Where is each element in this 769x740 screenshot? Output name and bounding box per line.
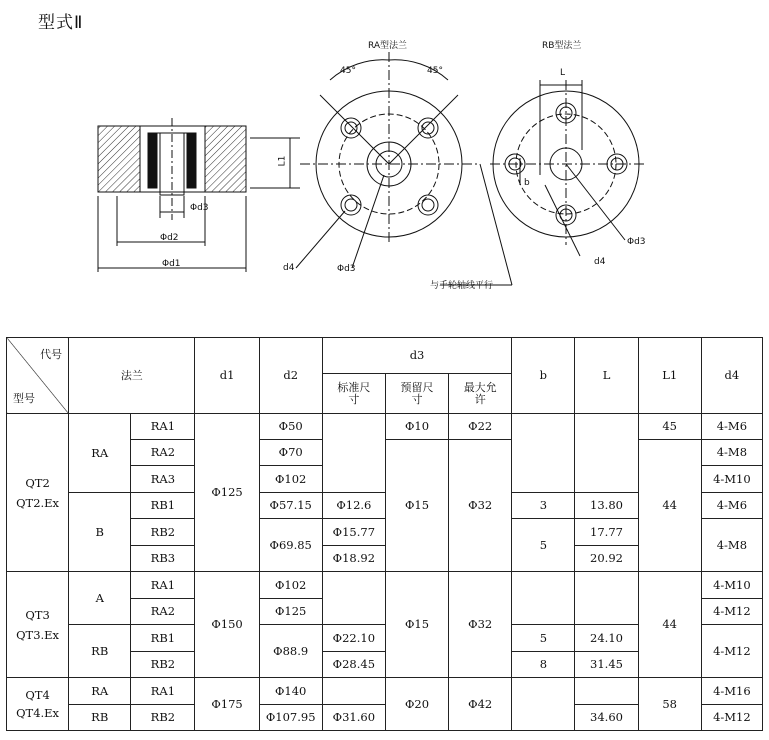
d4-cell: 4-M8 — [701, 519, 762, 572]
b-cell: 5 — [512, 625, 575, 652]
flange-code-cell: RA1 — [131, 572, 195, 599]
flange-code-cell: RB1 — [131, 493, 195, 519]
d1-cell: Φ150 — [195, 572, 259, 678]
dim-d1-side-label: Φd1 — [162, 259, 181, 269]
d4-cell: 4-M10 — [701, 466, 762, 493]
d3-reserved-cell: Φ20 — [385, 678, 448, 731]
d3-std-cell: Φ31.60 — [322, 705, 385, 731]
d4-cell: 4-M8 — [701, 440, 762, 466]
header-d3-std: 标准尺寸 — [322, 374, 385, 414]
dim-l1-label: L1 — [277, 155, 288, 167]
model-line1: QT4 — [25, 688, 50, 702]
ra-d4-label: d4 — [283, 263, 295, 273]
d3-max-cell: Φ32 — [449, 440, 512, 572]
ra-flange-view — [296, 52, 480, 268]
rb-b-label: b — [524, 178, 530, 188]
d3-std-cell — [322, 414, 385, 493]
header-d1: d1 — [195, 338, 259, 414]
L-cell: 24.10 — [575, 625, 638, 652]
header-d3-max: 最大允许 — [449, 374, 512, 414]
header-d2: d2 — [259, 338, 322, 414]
flange-type-cell: RB — [69, 705, 131, 731]
model-cell — [7, 572, 69, 678]
b-cell: 5 — [512, 519, 575, 572]
d1-cell: Φ125 — [195, 414, 259, 572]
b-cell: 8 — [512, 652, 575, 678]
d3-std-cell: Φ18.92 — [322, 546, 385, 572]
header-code: 代号 — [40, 348, 63, 361]
d2-cell: Φ102 — [259, 572, 322, 599]
header-model: 型号 — [13, 392, 35, 405]
d3-std-cell: Φ12.6 — [322, 493, 385, 519]
d2-cell: Φ50 — [259, 414, 322, 440]
d2-cell: Φ140 — [259, 678, 322, 705]
L-cell — [575, 572, 638, 625]
parallel-note: 与手轮轴线平行 — [430, 281, 494, 291]
flange-type-cell: RB — [69, 625, 131, 678]
flange-type-cell: B — [69, 493, 131, 572]
model-cell — [7, 678, 69, 731]
ra-flange-title: RA型法兰 — [368, 41, 408, 51]
dim-d2-side-label: Φd2 — [160, 233, 179, 243]
d3-std-cell — [322, 678, 385, 705]
L1-cell: 45 — [638, 414, 701, 440]
flange-type-cell: RA — [69, 678, 131, 705]
flange-code-cell: RA3 — [131, 466, 195, 493]
d4-cell: 4-M6 — [701, 414, 762, 440]
angle-right-label: 45° — [427, 66, 443, 76]
d2-cell: Φ70 — [259, 440, 322, 466]
b-cell — [512, 414, 575, 493]
d2-cell: Φ57.15 — [259, 493, 322, 519]
d2-cell: Φ102 — [259, 466, 322, 493]
model-cell — [7, 414, 69, 572]
L1-cell: 44 — [638, 572, 701, 678]
L1-cell: 44 — [638, 440, 701, 572]
flange-code-cell: RB2 — [131, 652, 195, 678]
header-d4: d4 — [701, 338, 762, 414]
L-cell — [575, 678, 638, 705]
flange-code-cell: RB2 — [131, 519, 195, 546]
d2-cell: Φ107.95 — [259, 705, 322, 731]
d2-cell: Φ88.9 — [259, 625, 322, 678]
model-line1: QT2 — [25, 475, 50, 490]
model-line2: QT4.Ex — [16, 706, 60, 720]
rb-flange-view — [480, 80, 645, 285]
L-cell: 31.45 — [575, 652, 638, 678]
header-d3-reserved: 预留尺寸 — [385, 374, 448, 414]
d4-cell: 4-M12 — [701, 599, 762, 625]
header-b: b — [512, 338, 575, 414]
d4-cell: 4-M12 — [701, 625, 762, 678]
spec-table — [6, 337, 763, 731]
b-cell — [512, 678, 575, 731]
flange-code-cell: RB2 — [131, 705, 195, 731]
d3-std-cell: Φ22.10 — [322, 625, 385, 652]
d3-max-cell: Φ32 — [449, 572, 512, 678]
model-line2: QT2.Ex — [16, 495, 60, 510]
L-cell: 17.77 — [575, 519, 638, 546]
d3-std-cell: Φ28.45 — [322, 652, 385, 678]
d2-cell: Φ69.85 — [259, 519, 322, 572]
L-cell: 13.80 — [575, 493, 638, 519]
ra-d3-label: Φd3 — [337, 264, 356, 274]
page-title: 型式Ⅱ — [38, 13, 84, 33]
header-code-model — [7, 338, 69, 414]
header-L: L — [575, 338, 638, 414]
rb-d3-label: Φd3 — [627, 237, 646, 247]
d4-cell: 4-M6 — [701, 493, 762, 519]
d1-cell: Φ175 — [195, 678, 259, 731]
d2-cell: Φ125 — [259, 599, 322, 625]
flange-code-cell: RA1 — [131, 678, 195, 705]
d4-cell: 4-M16 — [701, 678, 762, 705]
b-cell — [512, 572, 575, 625]
L-cell: 20.92 — [575, 546, 638, 572]
d4-cell: 4-M12 — [701, 705, 762, 731]
d4-cell: 4-M10 — [701, 572, 762, 599]
header-flange: 法兰 — [69, 338, 195, 414]
d3-max-cell: Φ22 — [449, 414, 512, 440]
flange-code-cell: RA2 — [131, 599, 195, 625]
d3-std-cell: Φ15.77 — [322, 519, 385, 546]
angle-left-label: 45° — [340, 66, 356, 76]
L-cell — [575, 414, 638, 493]
flange-type-cell: RA — [69, 414, 131, 493]
d3-max-cell: Φ42 — [449, 678, 512, 731]
L-cell: 34.60 — [575, 705, 638, 731]
dim-d3-side-label: Φd3 — [190, 203, 209, 213]
rb-l-label: L — [560, 68, 566, 78]
flange-type-cell: A — [69, 572, 131, 625]
d3-std-cell — [322, 572, 385, 625]
L1-cell: 58 — [638, 678, 701, 731]
flange-code-cell: RB3 — [131, 546, 195, 572]
flange-code-cell: RA2 — [131, 440, 195, 466]
section-view — [98, 118, 300, 272]
b-cell: 3 — [512, 493, 575, 519]
d3-reserved-cell: Φ15 — [385, 440, 448, 572]
rb-flange-title: RB型法兰 — [542, 41, 582, 51]
rb-d4-label: d4 — [594, 257, 606, 267]
flange-code-cell: RB1 — [131, 625, 195, 652]
header-d3: d3 — [322, 338, 512, 374]
model-line2: QT3.Ex — [16, 627, 60, 642]
model-line1: QT3 — [25, 607, 50, 622]
d3-reserved-cell: Φ10 — [385, 414, 448, 440]
header-L1: L1 — [638, 338, 701, 414]
d3-reserved-cell: Φ15 — [385, 572, 448, 678]
flange-code-cell: RA1 — [131, 414, 195, 440]
